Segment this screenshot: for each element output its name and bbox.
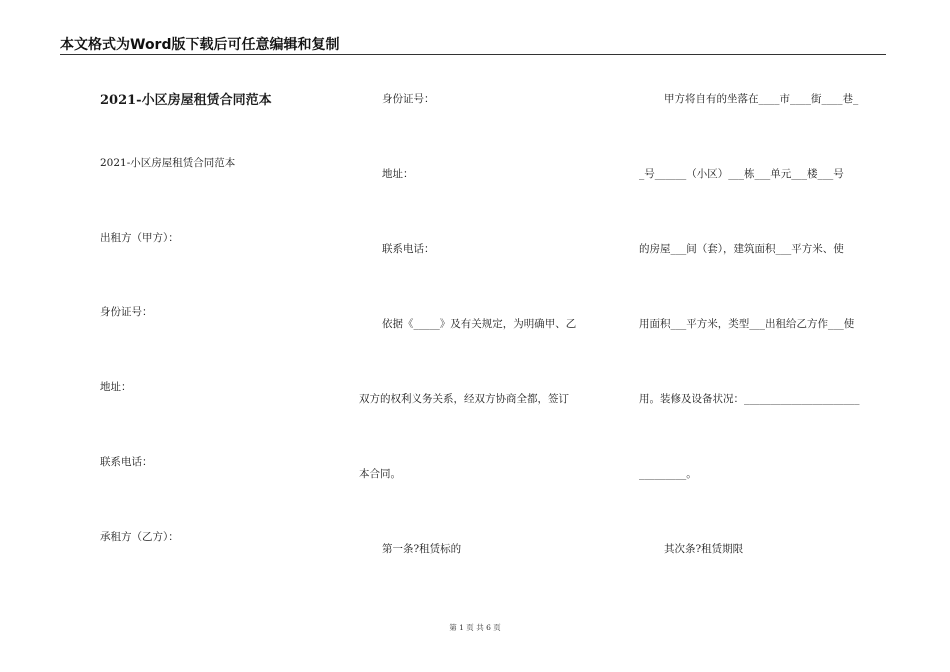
document-title: 2021-小区房屋租赁合同范本 bbox=[100, 93, 272, 108]
lessor-address-label: 地址： bbox=[100, 381, 132, 393]
document-subtitle: 2021-小区房屋租赁合同范本 bbox=[100, 157, 236, 169]
property-line-5: 用。装修及设备状况：______________________ bbox=[639, 393, 860, 405]
lessee-address-label: 地址： bbox=[382, 168, 414, 180]
lessor-phone-label: 联系电话： bbox=[100, 456, 153, 468]
property-line-2: _号______（小区）___栋___单元___楼___号 bbox=[639, 168, 844, 180]
preamble-line-2: 双方的权利义务关系，经双方协商全都，签订 bbox=[359, 393, 569, 405]
lessee-id-label: 身份证号： bbox=[382, 93, 435, 105]
lessor-id-label: 身份证号： bbox=[100, 306, 153, 318]
property-line-1: 甲方将自有的坐落在____市____街____巷_ bbox=[664, 93, 859, 105]
lessee-label: 承租方（乙方）： bbox=[100, 531, 179, 543]
article-1-heading: 第一条?租赁标的 bbox=[382, 543, 462, 555]
property-line-6: _________。 bbox=[639, 468, 697, 480]
property-line-4: 用面积___平方米，类型___出租给乙方作___使 bbox=[639, 318, 855, 330]
lessee-phone-label: 联系电话： bbox=[382, 243, 435, 255]
page-header bbox=[60, 34, 886, 55]
page-footer: 第 1 页 共 6 页 bbox=[449, 623, 501, 632]
header-text: 本文格式为Word版下载后可任意编辑和复制 bbox=[60, 37, 340, 53]
preamble-line-1: 依据《_____》及有关规定，为明确甲、乙 bbox=[382, 318, 577, 330]
property-line-3: 的房屋___间（套），建筑面积___平方米、使 bbox=[639, 243, 844, 255]
preamble-line-3: 本合同。 bbox=[359, 468, 401, 480]
article-2-heading: 其次条?租赁期限 bbox=[664, 543, 744, 555]
lessor-label: 出租方（甲方）： bbox=[100, 232, 179, 244]
